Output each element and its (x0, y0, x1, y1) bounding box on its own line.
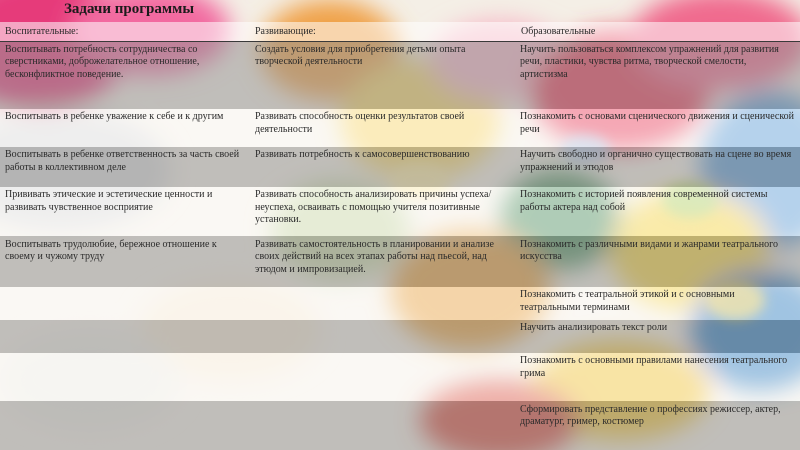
table-cell: Познакомить с основами сценического движения и сценической речи (520, 111, 795, 135)
table-header-row (0, 22, 800, 41)
table-cell: Развивать самостоятельность в планировании и анализе своих действий на всех этапах работы над пьесой, над этюдом и импровизацией. (255, 238, 494, 275)
table-cell: Познакомить с различными видами и жанрами театрального искусства (520, 238, 779, 263)
table-row (0, 236, 800, 286)
table-cell: Прививать этические и эстетические ценности и развивать чувственное восприятие (5, 189, 213, 213)
table-cell (0, 401, 250, 449)
table-row (0, 147, 800, 187)
table-cell: Воспитывать в ребенке уважение к себе и к другим (5, 111, 224, 122)
table-cell: Научить свободно и органично существовать на сцене во время упражнений и этюдов (520, 149, 792, 173)
tasks-table (0, 22, 800, 450)
table-cell: Воспитывать в ребенке ответственность за часть своей работы в коллективном деле (5, 149, 240, 173)
table-row (0, 41, 800, 108)
slide-title-text: Задачи программы (64, 1, 195, 17)
table-cell (250, 320, 516, 353)
table-cell: Познакомить с основными правилами нанесения театрального грима (520, 355, 788, 379)
table-cell: Познакомить с театральной этикой и с основными театральными терминами (520, 289, 735, 313)
table-cell (0, 320, 250, 353)
table-cell: Научить анализировать текст роли (520, 322, 668, 334)
slide-title (0, 0, 800, 22)
column-header-educational: Воспитательные: (0, 22, 250, 41)
table-cell (250, 401, 516, 449)
table-row (0, 320, 800, 353)
table-cell (250, 353, 516, 401)
table-cell: Сформировать представление о профессиях режиссер, актер, драматург, гример, костюмер (520, 403, 781, 428)
table-cell: Познакомить с историей появления современной системы работы актера над собой (520, 189, 768, 213)
table-cell: Развивать способность анализировать причины успеха/неуспеха, осваивать с помощью учителя позитивные установки. (255, 189, 492, 226)
table-cell: Развивать способность оценки результатов своей деятельности (255, 111, 465, 135)
table-cell: Воспитывать трудолюбие, бережное отношение к своему и чужому труду (5, 238, 217, 263)
table-row (0, 109, 800, 147)
table-row (0, 353, 800, 401)
table-row (0, 187, 800, 236)
table-row (0, 401, 800, 449)
column-header-developmental: Развивающие: (250, 22, 516, 41)
column-header-instructional: Образовательные (516, 22, 800, 41)
table-cell: Научить пользоваться комплексом упражнений для развития речи, пластики, чувства ритма, творческой смелости, артистизма (520, 43, 779, 80)
table-cell (0, 287, 250, 320)
table-row (0, 287, 800, 320)
table-cell: Создать условия для приобретения детьми опыта творческой деятельности (255, 43, 466, 68)
table-cell (250, 287, 516, 320)
table-cell: Развивать потребность к самосовершенствованию (255, 149, 470, 161)
table-cell: Воспитывать потребность сотрудничества со сверстниками, доброжелательное отношение, бесконфликтное поведение. (5, 43, 200, 80)
table-cell (0, 353, 250, 401)
